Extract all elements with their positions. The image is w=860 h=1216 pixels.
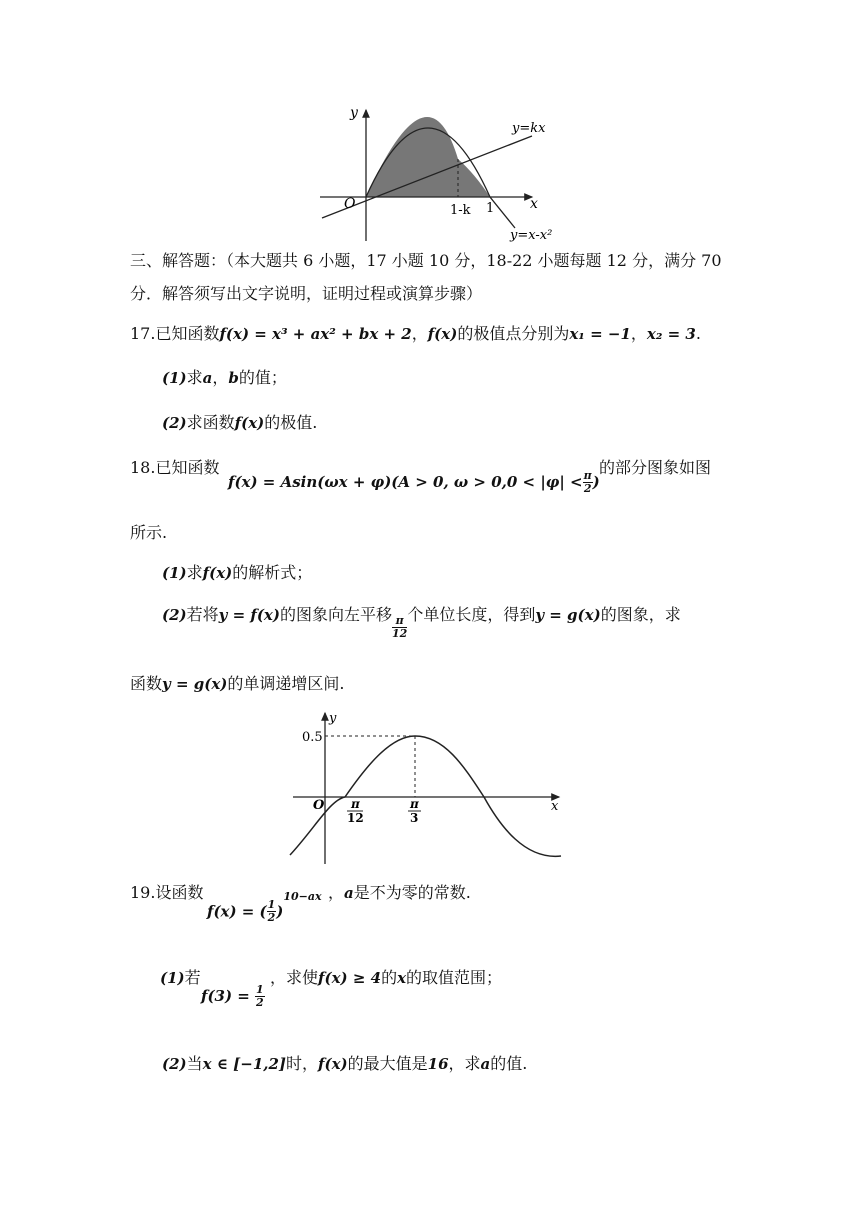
tick1-den: 12 <box>347 811 364 825</box>
q18-part2: (2)若将y = f(x)的图象向左平移 $\frac{\pi}{12}$ 个单位长度，得到y = g(x)的图象，求 <box>162 605 681 640</box>
q19-part1-cond: f(3) = $\frac{1}{2}$ <box>201 983 264 1009</box>
q17-part1: (1)求a，b的值； <box>162 368 287 387</box>
tick2-num: π <box>410 797 419 811</box>
q19-function: f(x) = ( $\frac{1}{2}$ )$^{10-ax}$ <box>207 890 322 925</box>
tick-label-1-minus-k: 1-k <box>450 203 471 218</box>
y-axis-label: y <box>329 711 337 726</box>
q19-stem-tail: ，a是不为零的常数. <box>328 883 471 902</box>
q19-part1: (1)若 <box>160 968 201 987</box>
q18-lead: 18.已知函数 <box>130 458 220 477</box>
tick2-den: 3 <box>410 811 419 825</box>
q18-stem-cont: 所示. <box>130 523 168 542</box>
shaded-region-right <box>458 159 490 197</box>
q17-part2: (2)求函数f(x)的极值. <box>162 413 318 432</box>
peak-value-label: 0.5 <box>302 730 323 745</box>
origin-label: O <box>344 196 356 212</box>
tick1-num: π <box>351 797 360 811</box>
y-axis-label: y <box>350 105 358 121</box>
section-heading-line2: 分．解答须写出文字说明，证明过程或演算步骤） <box>130 284 483 303</box>
q18-part2-cont: 函数y = g(x)的单调递增区间. <box>130 674 345 693</box>
x-axis-label: x <box>551 799 559 814</box>
curve-label: y=x-x² <box>510 228 553 243</box>
q19-lead: 19.设函数 <box>130 883 204 902</box>
section-heading-line1: 三、解答题：（本大题共 6 小题，17 小题 10 分，18-22 小题每题 12 分，满分 70 <box>130 251 722 270</box>
q18-stem-tail: 的部分图象如图 <box>599 458 712 477</box>
x-axis-label: x <box>530 196 538 212</box>
origin-label: O <box>313 798 325 813</box>
q19-part2: (2)当x ∈ [−1,2]时，f(x)的最大值是16，求a的值. <box>162 1054 528 1073</box>
sine-curve <box>290 736 561 856</box>
tick-label-1: 1 <box>486 201 495 216</box>
line-label: y=kx <box>512 121 546 136</box>
figure-parabola-line <box>300 96 580 246</box>
figure-sine-graph <box>285 708 575 870</box>
q18-function: f(x) = Asin(ωx + φ)(A > 0, ω > 0,0 < |φ| < $\frac{\pi}{2}$ ) <box>228 469 600 495</box>
shaded-region <box>366 117 458 197</box>
q18-part1: (1)求f(x)的解析式； <box>162 563 313 582</box>
q17-stem: 17.已知函数f(x) = x³ + ax² + bx + 2，f(x)的极值点分别为x₁ = −1，x₂ = 3. <box>130 324 701 343</box>
q19-part1-tail: ，求使f(x) ≥ 4的x的取值范围； <box>270 968 503 987</box>
